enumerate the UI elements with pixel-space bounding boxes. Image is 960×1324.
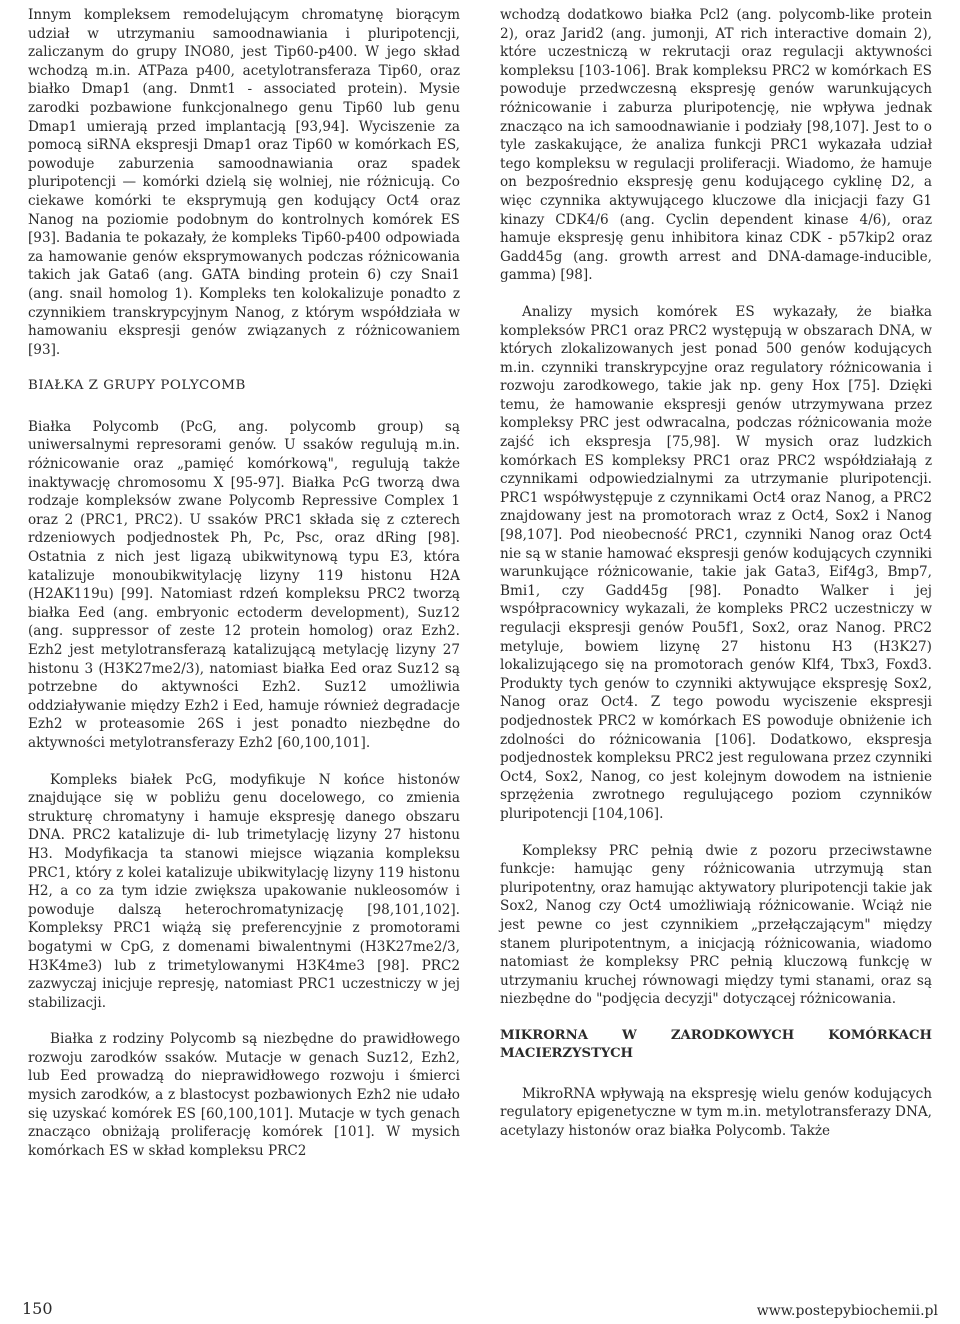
section-heading-polycomb: BIAŁKA Z GRUPY POLYCOMB bbox=[28, 378, 246, 394]
paragraph-es-analysis: Analizy mysich komórek ES wykazały, że białka kompleksów PRC1 oraz PRC2 występują w obszarach DNA, w których zlokalizowanych jest ponad 500 genów kodujących m.in. czynniki transkrypcyjne oraz regulatory różnicowania i rozwoju zarodkowego, takie jak np. geny Hox [75]. Dzięki temu, że hamowanie ekspresji genów utrzymywana przez kompleksy PRC jest odwracalna, podczas różnicowania może zajść ich ekspresja [75,98]. W mysich oraz ludzkich komórkach ES kompleksy PRC1 oraz PRC2 współdziałają z czynnikami odpowiedzialnymi za utrzymanie pluripotencji. PRC1 współwystępuje z czynnikami Oct4 oraz Nanog, a PRC2 znajdowany jest na promotorach wraz z Oct4, Sox2 i Nanog [98,107]. Pod nieobecność PRC1, czynniki Nanog oraz Oct4 nie są w stanie hamować ekspresji genów kodujących czynniki warunkujące różnicowanie, takie jak Gata3, Eif4g3, Bmp7, Bmi1, czy Gadd45g [98]. Ponadto Walker i jej współpracownicy wykazali, że kompleks PRC2 uczestniczy w regulacji ekspresji genów Pou5f1, Sox2, oraz Nanog. PRC2 metyluje, bowiem lizynę 27 histonu H3 (H3K27) lokalizującego się na promotorach genów Klf4, Tbx3, Foxd3. Produkty tych genów to czynniki aktywujące ekspresję Sox2, Nanog oraz Oct4. Z tego powodu wyciszenie ekspresji podjednostek PRC2 w komórkach ES powoduje obniżenie ich zdolności do różnicowania [106]. Dodatkowo, ekspresja podjednostek kompleksu PRC2 jest regulowana przez czynniki Oct4, Sox2, Nanog, co jest kolejnym dowodem na istnienie sprzężenia zwrotnego regulującego poziom czynników pluripotencji [104,106]. bbox=[500, 303, 932, 822]
right-column bbox=[500, 6, 932, 1159]
left-column bbox=[28, 6, 460, 1178]
journal-url: www.postepybiochemii.pl bbox=[756, 1303, 938, 1319]
section-heading-microrna: MIKRORNA W ZARODKOWYCH KOMÓRKACH MACIERZYSTYCH bbox=[500, 1027, 932, 1061]
page-number: 150 bbox=[22, 1299, 53, 1318]
paragraph-prc-functions: Kompleksy PRC pełnią dwie z pozoru przeciwstawne funkcje: hamując geny różnicowania utrzymują stan pluripotentny, oraz hamując aktywatory pluripotencji takie jak Sox2, Nanog czy Oct4 umożliwiają różnicowanie. Wciąż nie jest pewne co jest czynnikiem „przełączającym" między stanem pluripotentnym, a inicjacją różnicowania, wiadomo natomiast że kompleksy PRC pełnią kluczową funkcję w utrzymaniu kruchej równowagi między tymi stanami, oraz są niezbędne do "podjęcia decyzji" dotyczącej różnicowania. bbox=[500, 842, 932, 1008]
paragraph-tip60-p400: Innym kompleksem remodelującym chromatynę biorącym udział w utrzymaniu samoodnawiania i pluripotencji, zaliczanym do grupy INO80, jest Tip60-p400. W jego skład wchodzą m.in. ATPaza p400, acetylotransferaza Tip60, oraz białko Dmap1 (ang. Dnmt1 - associated protein). Mysie zarodki pozbawione funkcjonalnego genu Tip60 lub genu Dmap1 umierają przed implantacją [93,94]. Wyciszenie za pomocą siRNA ekspresji Dmap1 oraz Tip60 w komórkach ES, powoduje zaburzenia samoodnawiania oraz spadek pluripotencji — komórki dzielą się wolniej, nie różnicują. Co ciekawe komórki te eksprymują gen kodujący Oct4 oraz Nanog na poziomie podobnym do kontrolnych komórek ES [93]. Badania te pokazały, że kompleks Tip60-p400 odpowiada za hamowanie genów eksprymowanych podczas różnicowania takich jak Gata6 (ang. GATA binding protein 6) czy Snai1 (ang. snail homolog 1). Kompleks ten kolokalizuje ponadto z czynnikiem transkrypcyjnym Nanog, z którym współdziała w hamowaniu ekspresji genów związanych z różnicowaniem [93]. bbox=[28, 7, 460, 358]
paragraph-microrna: MikroRNA wpływają na ekspresję wielu genów kodujących regulatory epigenetyczne w tym m.in. metylotransferazy DNA, acetylazy histonów oraz białka Polycomb. Także bbox=[500, 1085, 932, 1140]
paragraph-polycomb-development: Białka z rodziny Polycomb są niezbędne do prawidłowego rozwoju zarodków ssaków. Mutacje w genach Suz12, Ezh2, lub Eed prowadzą do nieprawidłowego rozwoju i śmierci mysich zarodków, a z blastocyst pozbawionych Ezh2 nie udało się uzyskać komórek ES [60,100,101]. Mutacje w tych genach znacząco obniżają proliferację komórek [101]. W mysich komórkach ES w skład kompleksu PRC2 bbox=[28, 1031, 460, 1159]
paragraph-prc2-components: wchodzą dodatkowo białka Pcl2 (ang. polycomb-like protein 2), oraz Jarid2 (ang. jumonji, AT rich interactive domain 2), które uczestniczą w rekrutacji oraz regulacji aktywności kompleksu [103-106]. Brak kompleksu PRC2 w komórkach ES powoduje przedwczesną ekspresję genów warunkujących różnicowanie i zaburza pluripotencję, nie wpływa jednak znacząco na ich samoodnawianie i podziały [98,107]. Jest to o tyle zaskakujące, że analiza funkcji PRC1 wykazała udział tego kompleksu w regulacji proliferacji. Wiadomo, że hamuje on bezpośrednio ekspresję genu kodującego cyklinę D2, a więc czynnika aktywującego kluczowe dla inicjacji fazy G1 kinazy CDK4/6 (ang. Cyclin dependent kinase 4/6), oraz hamuje ekspresję genu inhibitora kinaz CDK - p57kip2 oraz Gadd45g (ang. growth arrest and DNA-damage-inducible, gamma) [98]. bbox=[500, 7, 932, 284]
paragraph-polycomb-proteins: Białka Polycomb (PcG, ang. polycomb group) są uniwersalnymi represorami genów. U ssaków regulują m.in. różnicowanie oraz „pamięć komórkową", regulują także inaktywację chromosomu X [95-97]. Białka PcG tworzą dwa rodzaje kompleksów zwane Polycomb Repressive Complex 1 oraz 2 (PRC1, PRC2). U ssaków PRC1 składa się z czterech rdzeniowych podjednostek Ph, Pc, Psc, oraz dRing [98]. Ostatnia z nich jest ligazą ubikwitynową typu E3, która katalizuje monoubikwitylację lizyny 119 histonu H2A (H2AK119u) [99]. Natomiast rdzeń kompleksu PRC2 tworzą białka Eed (ang. embryonic ectoderm development), Suz12 (ang. suppressor of zeste 12 protein homolog) oraz Ezh2. Ezh2 jest metylotransferazą katalizującą metylację lizyny 27 histonu 3 (H3K27me2/3), natomiast białka Eed oraz Suz12 są potrzebne do aktywności Ezh2. Suz12 umożliwia oddziaływanie między Ezh2 i Eed, hamuje również degradacje Ezh2 w proteasomie 26S i jest ponadto niezbędne do aktywności metylotransferazy Ezh2 [60,100,101]. bbox=[28, 418, 460, 751]
paragraph-pcg-complex: Kompleks białek PcG, modyfikuje N końce histonów znajdujące się w pobliżu genu docelowego, co zmienia strukturę chromatyny i hamuje ekspresję danego obszaru DNA. PRC2 katalizuje di- lub trimetylację lizyny 27 histonu H3. Modyfikacja ta stanowi miejsce wiązania kompleksu PRC1, który z kolei katalizuje ubikwitylację lizyny 119 histonu H2, a co za tym idzie zwiększa upakowanie nukleosomów i powoduje dalszą heterochromatynizację [98,101,102]. Kompleksy PRC1 wiążą się preferencyjnie z promotorami bogatymi w CpG, z domenami biwalentnymi (H3K27me2/3, H3K4me3) lub z trimetylowanymi H3K4me3 [98]. PRC2 zazwyczaj inicjuje represję, natomiast PRC1 uczestniczy w jej stabilizacji. bbox=[28, 771, 460, 1011]
